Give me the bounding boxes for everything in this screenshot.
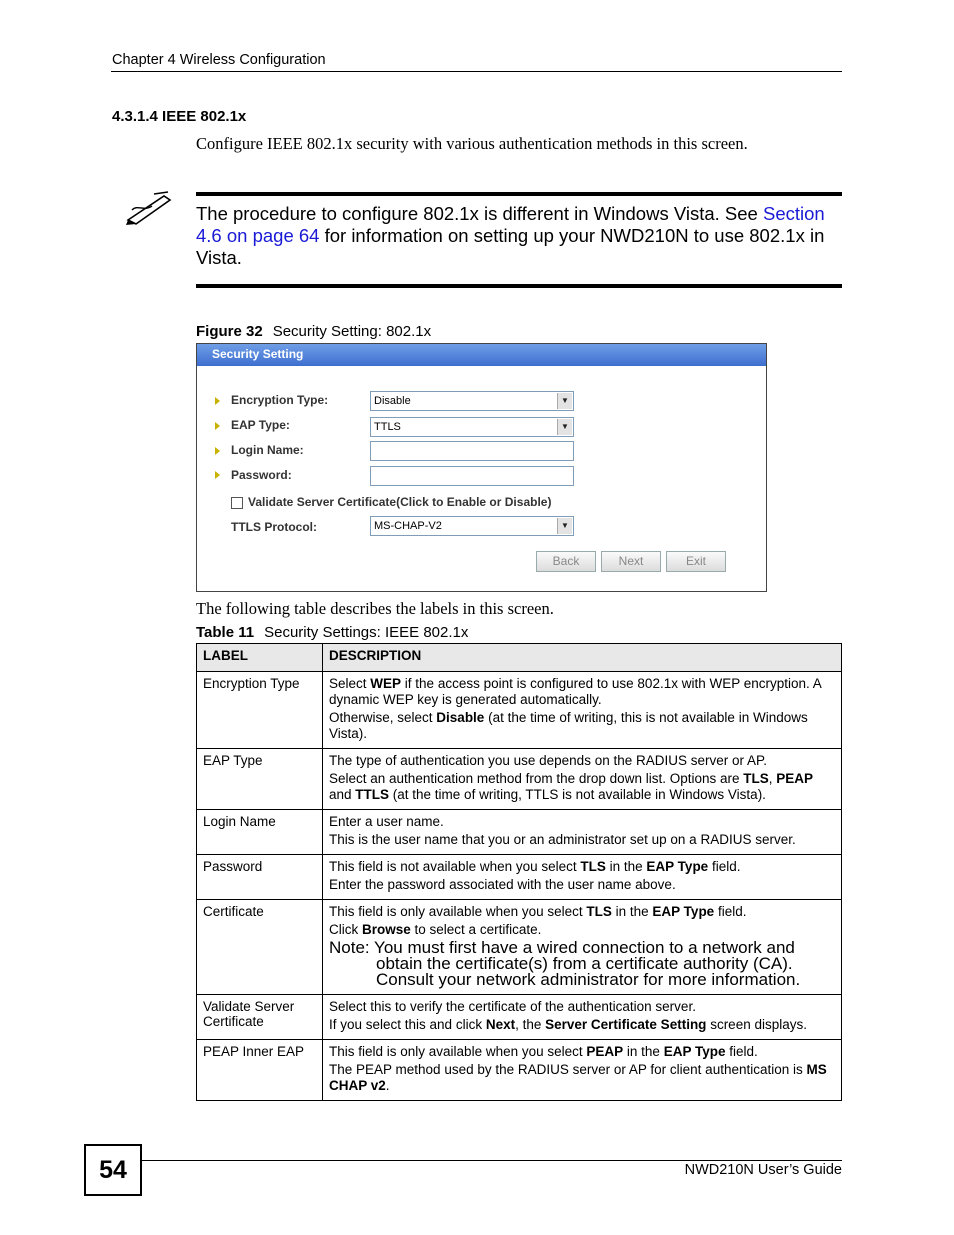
row-description bbox=[323, 749, 842, 810]
row-label: Password bbox=[197, 855, 323, 900]
security-setting-panel bbox=[196, 343, 767, 592]
row-description bbox=[323, 672, 842, 749]
row-label: Encryption Type bbox=[197, 672, 323, 749]
header-rule bbox=[111, 71, 842, 72]
label-column-header: LABEL bbox=[197, 644, 323, 672]
description-paragraph: Select WEP if the access point is configured to use 802.1x with WEP encryption. A dynamic WEP key is generated automatically. bbox=[329, 676, 822, 707]
row-description bbox=[323, 810, 842, 855]
table-row bbox=[197, 855, 842, 900]
label-description-table bbox=[196, 643, 842, 1101]
description-column-header: DESCRIPTION bbox=[323, 644, 842, 672]
description-paragraph: Select this to verify the certificate of the authentication server. bbox=[329, 999, 696, 1014]
description-paragraph: This field is only available when you select TLS in the EAP Type field. bbox=[329, 904, 747, 919]
description-paragraph: Click Browse to select a certificate. bbox=[329, 922, 542, 937]
description-paragraph: Select an authentication method from the drop down list. Options are TLS, PEAP and TTLS (at the time of writing, TTLS is not available in Windows Vista). bbox=[329, 771, 814, 802]
table-row bbox=[197, 1040, 842, 1101]
pencil-note-icon bbox=[124, 190, 174, 226]
description-paragraph: Otherwise, select Disable (at the time of writing, this is not available in Windows Vista). bbox=[329, 710, 808, 741]
description-paragraph: If you select this and click Next, the Server Certificate Setting screen displays. bbox=[329, 1017, 807, 1032]
table-header-row bbox=[197, 644, 842, 672]
validate-certificate-label: Validate Server Certificate(Click to Enable or Disable) bbox=[248, 495, 552, 509]
ttls-protocol-select[interactable]: MS-CHAP-V2 ▼ bbox=[370, 516, 574, 536]
row-label: Login Name bbox=[197, 810, 323, 855]
row-label: Validate Server Certificate bbox=[197, 995, 323, 1040]
section-link[interactable]: Section 4.6 on page 64 bbox=[196, 203, 825, 246]
ttls-protocol-label: TTLS Protocol: bbox=[231, 520, 317, 534]
description-paragraph: This field is only available when you select PEAP in the EAP Type field. bbox=[329, 1044, 758, 1059]
description-paragraph: Enter a user name. bbox=[329, 814, 444, 829]
row-description bbox=[323, 1040, 842, 1101]
row-description bbox=[323, 855, 842, 900]
description-paragraph: The type of authentication you use depends on the RADIUS server or AP. bbox=[329, 753, 768, 768]
row-description bbox=[323, 900, 842, 995]
password-input[interactable] bbox=[370, 466, 574, 486]
section-intro: Configure IEEE 802.1x security with various authentication methods in this screen. bbox=[196, 134, 748, 153]
certificate-note: Note: You must first have a wired connection to a network and obtain the certificate(s) from a certificate authority (CA). Consult your network administrator for more information. bbox=[329, 938, 801, 989]
table-row bbox=[197, 749, 842, 810]
section-title: 4.3.1.4 IEEE 802.1x bbox=[112, 108, 247, 125]
row-label: PEAP Inner EAP bbox=[197, 1040, 323, 1101]
table-row bbox=[197, 900, 842, 995]
description-paragraph: This field is not available when you select TLS in the EAP Type field. bbox=[329, 859, 741, 874]
next-button[interactable]: Next bbox=[601, 551, 661, 572]
bullet-arrow-icon bbox=[215, 397, 220, 405]
panel-title: Security Setting bbox=[197, 344, 766, 366]
table-intro: The following table describes the labels in this screen. bbox=[196, 599, 554, 618]
chapter-header: Chapter 4 Wireless Configuration bbox=[112, 52, 326, 68]
back-button[interactable]: Back bbox=[536, 551, 596, 572]
note-top-rule bbox=[196, 192, 842, 196]
table-caption: Table 11 Security Settings: IEEE 802.1x bbox=[196, 624, 469, 641]
eap-type-label: EAP Type: bbox=[231, 418, 290, 432]
description-paragraph: Enter the password associated with the user name above. bbox=[329, 877, 676, 892]
note-text: The procedure to configure 802.1x is different in Windows Vista. See Section 4.6 on page 64 for information on setting up your NWD210N to use 802.1x in Vista. bbox=[196, 203, 825, 268]
encryption-type-select[interactable]: Disable ▼ bbox=[370, 391, 574, 411]
exit-button[interactable]: Exit bbox=[666, 551, 726, 572]
figure-caption: Figure 32 Security Setting: 802.1x bbox=[196, 323, 432, 340]
description-paragraph: The PEAP method used by the RADIUS server or AP for client authentication is MS CHAP v2. bbox=[329, 1062, 827, 1093]
description-paragraph: This is the user name that you or an administrator set up on a RADIUS server. bbox=[329, 832, 796, 847]
bullet-arrow-icon bbox=[215, 447, 220, 455]
row-label: EAP Type bbox=[197, 749, 323, 810]
table-row bbox=[197, 810, 842, 855]
chevron-down-icon: ▼ bbox=[557, 419, 572, 435]
encryption-type-label: Encryption Type: bbox=[231, 393, 329, 407]
bullet-arrow-icon bbox=[215, 471, 220, 479]
footer-rule bbox=[140, 1160, 842, 1161]
page-number: 54 bbox=[84, 1144, 142, 1196]
note-bottom-rule bbox=[196, 284, 842, 288]
guide-title: NWD210N User’s Guide bbox=[684, 1162, 842, 1178]
login-name-label: Login Name: bbox=[231, 443, 304, 457]
table-row bbox=[197, 672, 842, 749]
validate-certificate-checkbox[interactable] bbox=[231, 497, 243, 509]
eap-type-select[interactable]: TTLS ▼ bbox=[370, 417, 574, 437]
password-label: Password: bbox=[231, 468, 292, 482]
table-row bbox=[197, 995, 842, 1040]
row-description bbox=[323, 995, 842, 1040]
row-label: Certificate bbox=[197, 900, 323, 995]
bullet-arrow-icon bbox=[215, 422, 220, 430]
table-body bbox=[197, 672, 842, 1101]
chevron-down-icon: ▼ bbox=[557, 393, 572, 409]
login-name-input[interactable] bbox=[370, 441, 574, 461]
chevron-down-icon: ▼ bbox=[557, 518, 572, 534]
